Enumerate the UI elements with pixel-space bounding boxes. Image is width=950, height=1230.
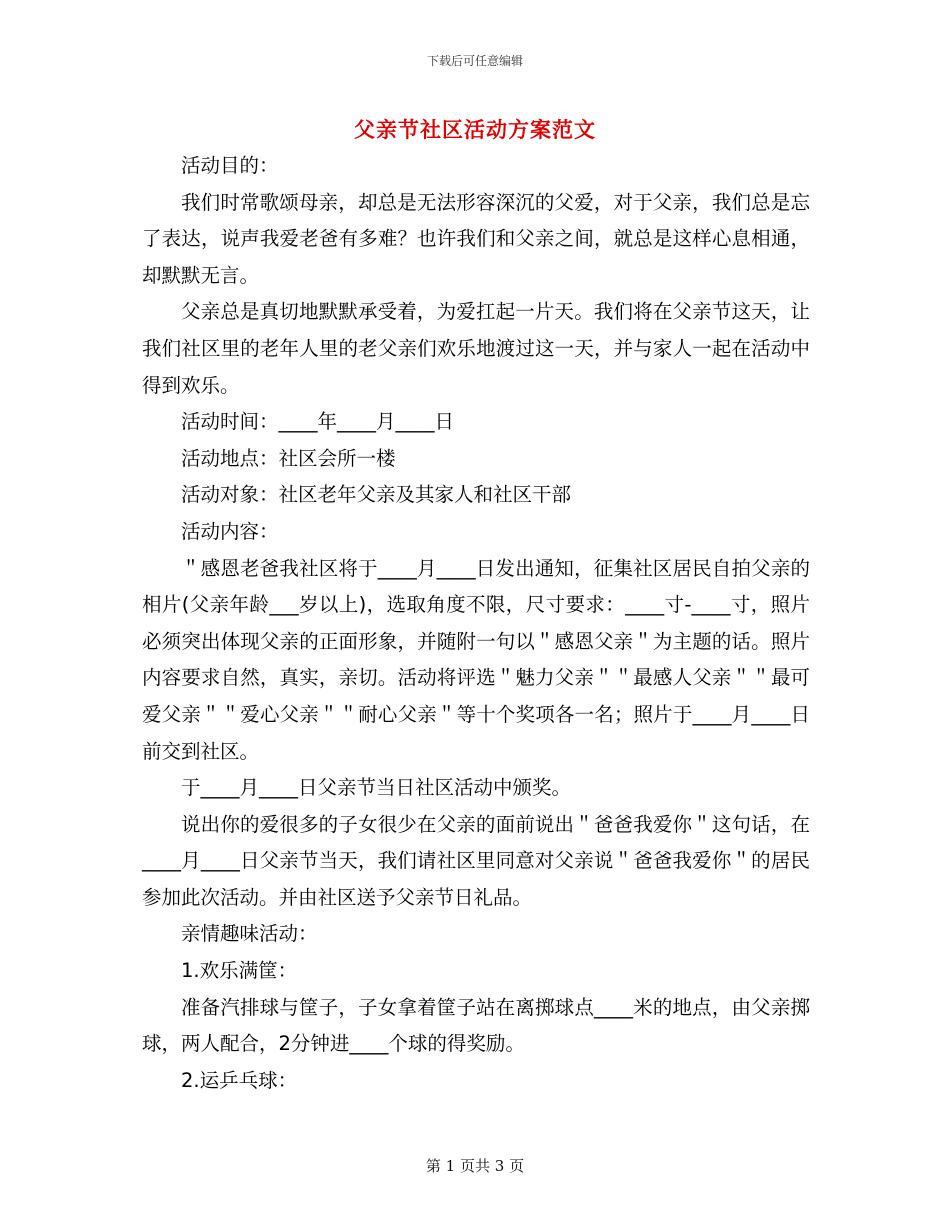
paragraph: 亲情趣味活动：: [181, 922, 318, 946]
paragraph: 活动对象：社区老年父亲及其家人和社区干部: [181, 483, 572, 507]
page-footer: 第 1 页共 3 页: [425, 1157, 525, 1175]
paragraph: 于____月____日父亲节当日社区活动中颁奖。: [181, 776, 572, 800]
paragraph: 活动内容：: [181, 519, 279, 543]
paragraph: 准备汽排球与筐子，子女拿着筐子站在离掷球点____米的地点，由父亲掷球，两人配合，2分钟进____个球的得奖励。: [142, 995, 810, 1056]
paragraph: 2.运乒乓球：: [181, 1068, 298, 1092]
paragraph: 父亲总是真切地默默承受着，为爱扛起一片天。我们将在父亲节这天，让我们社区里的老年人里的老父亲们欢乐地渡过这一天，并与家人一起在活动中得到欢乐。: [142, 300, 810, 397]
page-header: 下载后可任意编辑: [426, 54, 523, 68]
paragraph: 活动目的：: [181, 154, 279, 177]
document-body: [142, 148, 810, 1099]
paragraph: ＂感恩老爸我社区将于____月____日发出通知，征集社区居民自拍父亲的相片(父亲年龄___岁以上)，选取角度不限，尺寸要求：____寸-____寸，照片必须突出体现父亲的正面形象，并随附一句以＂感恩父亲＂为主题的话。照片内容要求自然，真实，亲切。活动将评选＂魅力父亲＂＂最感人父亲＂＂最可爱父亲＂＂爱心父亲＂＂耐心父亲＂等十个奖项各一名；照片于____月____日前交到社区。: [142, 556, 810, 763]
paragraph: 活动地点：社区会所一楼: [181, 446, 396, 470]
paragraph: 我们时常歌颂母亲，却总是无法形容深沉的父爱，对于父亲，我们总是忘了表达，说声我爱老爸有多难？也许我们和父亲之间，就总是这样心息相通，却默默无言。: [142, 190, 810, 287]
paragraph: 1.欢乐满筐：: [181, 959, 298, 983]
paragraph: 活动时间：____年____月____日: [181, 410, 455, 434]
document-title: 父亲节社区活动方案范文: [354, 118, 596, 142]
paragraph: 说出你的爱很多的子女很少在父亲的面前说出＂爸爸我爱你＂这句话，在____月____日父亲节当天，我们请社区里同意对父亲说＂爸爸我爱你＂的居民参加此次活动。并由社区送予父亲节日礼品。: [142, 812, 810, 909]
